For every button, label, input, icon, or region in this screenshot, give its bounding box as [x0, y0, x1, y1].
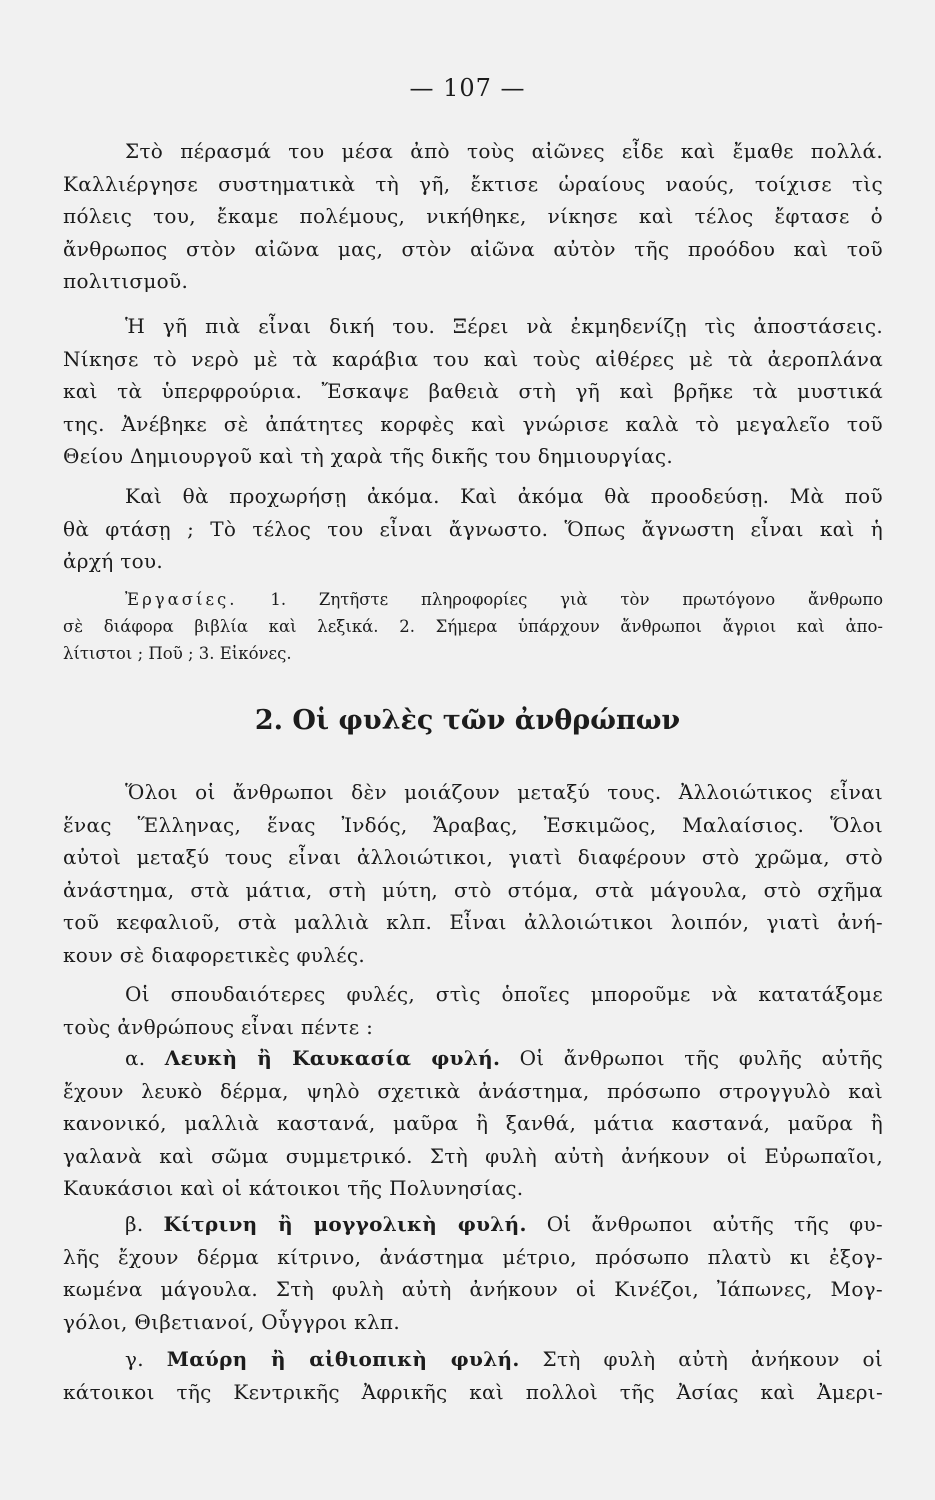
- race-name: Μαύρη ἢ αἰθιοπικὴ φυλή.: [166, 1347, 520, 1371]
- text-line: ἕνας Ἕλληνας, ἕνας Ἰνδός, Ἄραβας, Ἐσκιμῶος, Μαλαίσιος. Ὅλοι: [63, 812, 883, 837]
- text-line: [63, 1042, 883, 1075]
- race-marker: α.: [125, 1046, 146, 1070]
- text-line: Ὅλοι οἱ ἄνθρωποι δὲν μοιάζουν μεταξύ τους. Ἀλλοιώτικος εἶναι: [125, 780, 883, 804]
- text-line: Καὶ θὰ προχωρήσῃ ἀκόμα. Καὶ ἀκόμα θὰ προοδεύσῃ. Μὰ ποῦ: [125, 484, 883, 508]
- text-line: πόλεις του, ἔκαμε πολέμους, νικήθηκε, νίκησε καὶ τέλος ἔφτασε ὁ: [63, 204, 883, 228]
- paragraph-5: [63, 978, 883, 1043]
- race-name: Κίτρινη ἢ μογγολικὴ φυλή.: [163, 1212, 527, 1236]
- text-line: Καλλιέργησε συστηματικὰ τὴ γῆ, ἔκτισε ὡραίους ναούς, τοίχισε τὶς: [63, 171, 883, 196]
- exercises-text: 1. Ζητῆστε πληροφορίες γιὰ τὸν πρωτόγονο ἄνθρωπο: [270, 590, 883, 609]
- text-line: ἀρχή του.: [63, 549, 164, 573]
- paragraph-1: [63, 135, 883, 298]
- text-line: γαλανὰ καὶ σῶμα συμμετρικό. Στὴ φυλὴ αὐτὴ ἀνήκουν οἱ Εὐρωπαῖοι,: [63, 1143, 883, 1168]
- paragraph-2: [63, 310, 883, 473]
- text-line: Στὸ πέρασμά του μέσα ἀπὸ τοὺς αἰῶνες εἶδε καὶ ἔμαθε πολλά.: [125, 139, 883, 163]
- paragraph-4: [63, 776, 883, 971]
- text-line: της. Ἀνέβηκε σὲ ἀπάτητες κορφὲς καὶ γνώρισε καλὰ τὸ μεγαλεῖο τοῦ: [63, 411, 883, 436]
- text-line: πολιτισμοῦ.: [63, 269, 189, 293]
- exercises-label: Ἐργασίες.: [125, 590, 238, 609]
- section-number: 2.: [254, 705, 284, 736]
- race-marker: β.: [125, 1212, 144, 1236]
- text-line: καὶ τὰ ὑπερφρούρια. Ἔσκαψε βαθειὰ στὴ γῆ καὶ βρῆκε τὰ μυστικά: [63, 379, 883, 403]
- page-number: — 107 —: [409, 74, 526, 102]
- exercises-line: λίτιστοι ; Ποῦ ; 3. Εἰκόνες.: [63, 644, 292, 663]
- race-b: [63, 1208, 883, 1338]
- text-line: γόλοι, Θιβετιανοί, Οὗγγροι κλπ.: [63, 1309, 401, 1334]
- text-line: κωμένα μάγουλα. Στὴ φυλὴ αὐτὴ ἀνήκουν οἱ Κινέζοι, Ἰάπωνες, Μογ-: [63, 1277, 883, 1301]
- race-c: [63, 1343, 883, 1408]
- text-line: κάτοικοι τῆς Κεντρικῆς Ἀφρικῆς καὶ πολλοὶ τῆς Ἀσίας καὶ Ἀμερι-: [63, 1379, 883, 1404]
- exercises: [63, 586, 883, 667]
- section-heading: [0, 705, 935, 736]
- text-line: Νίκησε τὸ νερὸ μὲ τὰ καράβια του καὶ τοὺς αἰθέρες μὲ τὰ ἀεροπλάνα: [63, 346, 883, 371]
- race-text: Οἱ ἄνθρωποι αὐτῆς τῆς φυ-: [546, 1212, 883, 1236]
- race-marker: γ.: [125, 1347, 144, 1371]
- text-line: Ἡ γῆ πιὰ εἶναι δική του. Ξέρει νὰ ἐκμηδενίζῃ τὶς ἀποστάσεις.: [125, 314, 883, 338]
- race-text: Οἱ ἄνθρωποι τῆς φυλῆς αὐτῆς: [519, 1046, 883, 1070]
- text-line: ἀνάστημα, στὰ μάτια, στὴ μύτη, στὸ στόμα, στὰ μάγουλα, στὸ σχῆμα: [63, 877, 883, 902]
- race-a: [63, 1042, 883, 1205]
- exercises-line: σὲ διάφορα βιβλία καὶ λεξικά. 2. Σήμερα ὑπάρχουν ἄνθρωποι ἄγριοι καὶ ἀπο-: [63, 617, 883, 636]
- text-line: Καυκάσιοι καὶ οἱ κάτοικοι τῆς Πολυνησίας.: [63, 1176, 524, 1200]
- text-line: κανονικό, μαλλιὰ καστανά, μαῦρα ἢ ξανθά, μάτια καστανά, μαῦρα ἢ: [63, 1111, 883, 1135]
- exercises-line: [63, 586, 883, 613]
- text-line: Οἱ σπουδαιότερες φυλές, στὶς ὁποῖες μποροῦμε νὰ κατατάξομε: [125, 982, 883, 1006]
- race-text: Στὴ φυλὴ αὐτὴ ἀνήκουν οἱ: [542, 1347, 883, 1371]
- text-line: [63, 1208, 883, 1241]
- section-title: Οἱ φυλὲς τῶν ἀνθρώπων: [292, 705, 681, 736]
- text-line: τοὺς ἀνθρώπους εἶναι πέντε :: [63, 1014, 374, 1039]
- text-line: λῆς ἔχουν δέρμα κίτρινο, ἀνάστημα μέτριο, πρόσωπο πλατὺ κι ἐξογ-: [63, 1244, 883, 1269]
- race-name: Λευκὴ ἢ Καυκασία φυλή.: [164, 1046, 501, 1070]
- text-line: κουν σὲ διαφορετικὲς φυλές.: [63, 942, 366, 967]
- text-line: [63, 1343, 883, 1376]
- text-line: θὰ φτάσῃ ; Τὸ τέλος του εἶναι ἄγνωστο. Ὅπως ἄγνωστη εἶναι καὶ ἡ: [63, 516, 883, 541]
- text-line: τοῦ κεφαλιοῦ, στὰ μαλλιὰ κλπ. Εἶναι ἀλλοιώτικοι λοιπόν, γιατὶ ἀνή-: [63, 910, 883, 934]
- text-line: ἄνθρωπος στὸν αἰῶνα μας, στὸν αἰῶνα αὐτὸν τῆς προόδου καὶ τοῦ: [63, 236, 883, 261]
- text-line: ἔχουν λευκὸ δέρμα, ψηλὸ σχετικὰ ἀνάστημα, πρόσωπο στρογγυλὸ καὶ: [63, 1078, 883, 1103]
- paragraph-3: [63, 480, 883, 578]
- text-line: Θείου Δημιουργοῦ καὶ τὴ χαρὰ τῆς δικῆς του δημιουργίας.: [63, 444, 674, 468]
- text-line: αὐτοὶ μεταξύ τους εἶναι ἀλλοιώτικοι, γιατὶ διαφέρουν στὸ χρῶμα, στὸ: [63, 845, 883, 869]
